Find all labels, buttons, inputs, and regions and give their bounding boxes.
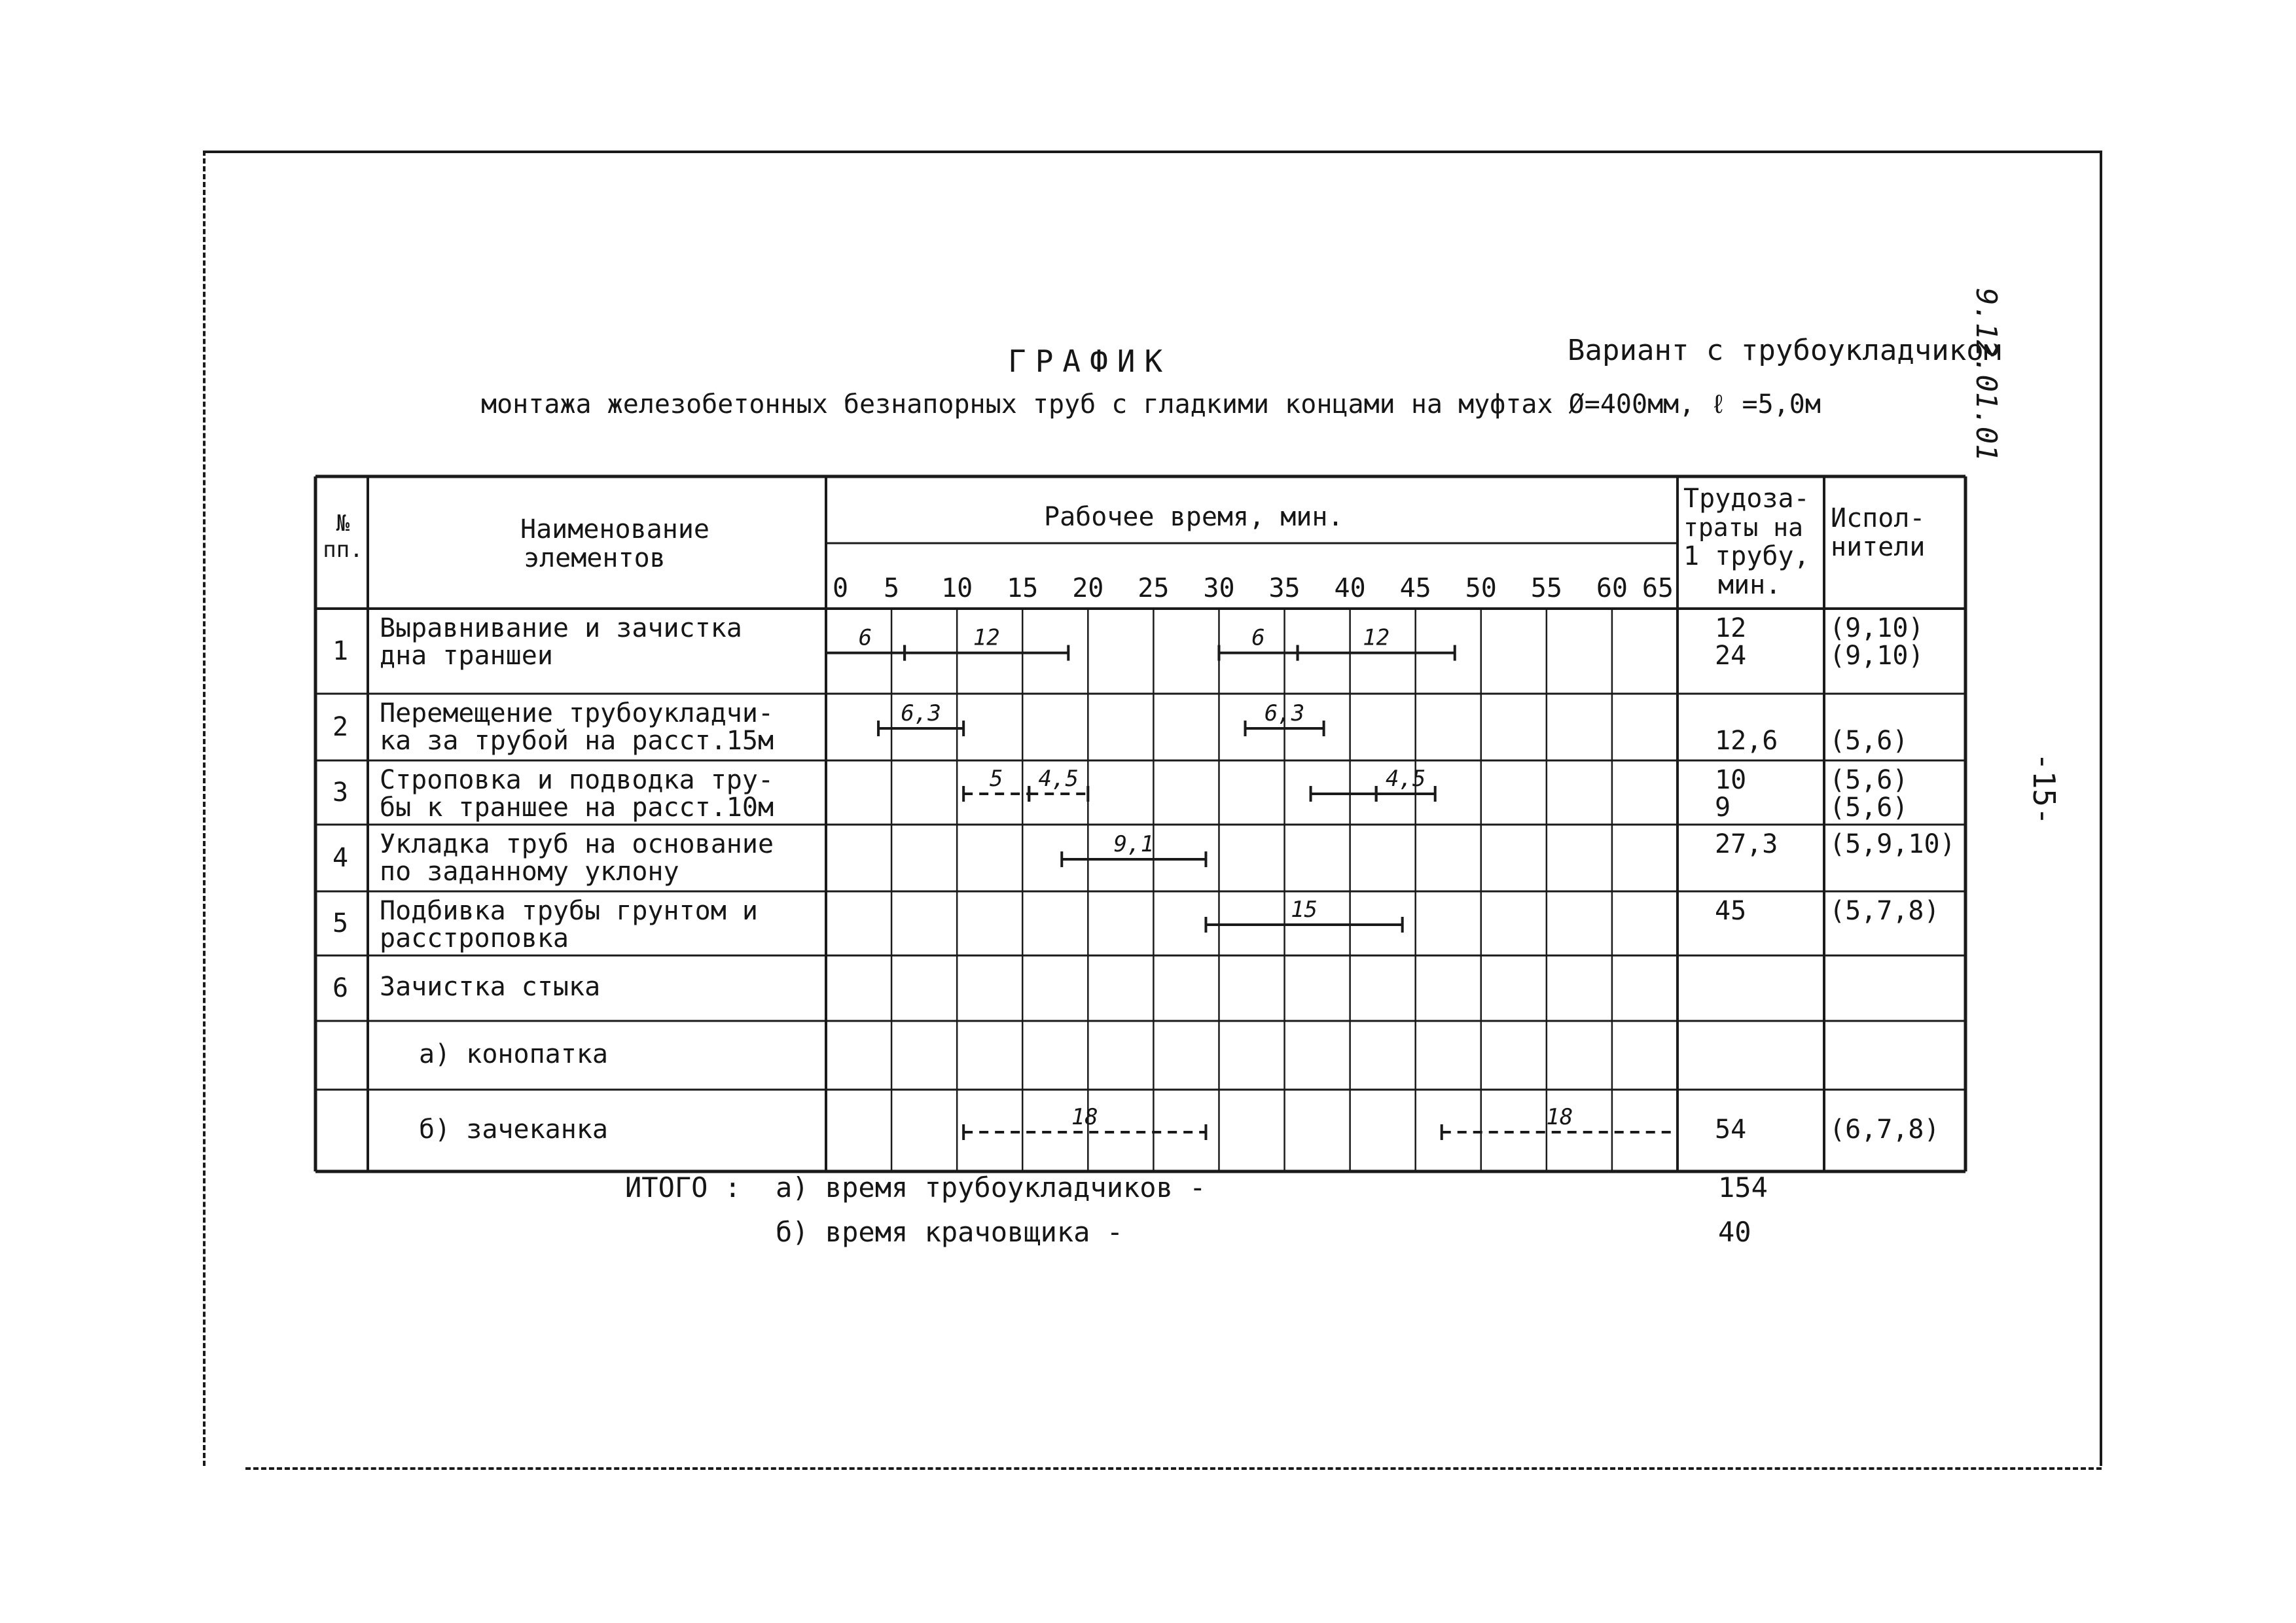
time-tick-label: 5 [884,573,900,603]
summary-line-b: б) время крачовщика - [776,1216,1124,1248]
row-name-line2: расстроповка [380,923,569,954]
gantt-bar-label: 6 [1251,624,1265,651]
time-tick-label: 15 [1007,573,1039,603]
gantt-bar-label: 5 [989,765,1003,792]
row-labor: 27,3 [1715,829,1778,859]
row-labor: 45 [1715,896,1747,926]
row-name: б) зачеканка [419,1114,608,1145]
col-header-workers-line2: нители [1831,532,1926,562]
row-workers: (9,10) [1829,641,1924,671]
row-number: 2 [332,712,349,742]
gantt-bar-label: 15 [1291,896,1318,923]
row-name-line1: Перемещение трубоукладчи- [380,698,774,728]
col-header-time: Рабочее время, мин. [1044,502,1344,532]
row-name: а) конопатка [419,1039,608,1069]
row-name-line1: Выравнивание и зачистка [380,613,742,643]
col-header-workers-line1: Испол- [1831,503,1926,533]
col-header-num: № пп. [323,510,363,563]
time-tick-label: 45 [1399,573,1431,603]
summary-itogo: ИТОГО : [625,1171,742,1204]
row-name-line2: дна траншеи [380,641,553,671]
gantt-bar-label: 9,1 [1113,831,1155,858]
gantt-bar-label: 12 [973,624,1000,651]
row-workers: (5,9,10) [1829,829,1956,859]
document-subtitle: монтажа железобетонных безнапорных труб с гладкими концами на муфтах Ø=400мм, ℓ =5,0м [481,389,1821,419]
gantt-bar-label: 4,5 [1385,765,1426,792]
side-document-code: 9.12.01.01 [1969,288,2003,461]
row-labor: 10 [1715,765,1747,795]
col-header-name-line2: элементов [524,543,666,573]
variant-label: Вариант с трубоукладчиком [1568,334,2001,367]
row-workers: (5,6) [1829,765,1909,795]
col-header-labor-line1: Трудоза- [1683,484,1810,514]
summary-value-a: 154 [1718,1171,1768,1204]
row-name-line2: ка за трубой на расст.15м [380,726,774,756]
time-tick-label: 25 [1138,573,1170,603]
row-workers: (6,7,8) [1829,1114,1940,1145]
time-tick-label: 40 [1334,573,1366,603]
row-name-line1: Укладка труб на основание [380,829,774,859]
col-header-labor-line4: мин. [1718,570,1782,600]
gantt-bar-label: 4,5 [1038,765,1079,792]
time-tick-label: 55 [1530,573,1562,603]
gantt-bar-label: 6,3 [901,700,941,727]
time-tick-label: 60 [1596,573,1628,603]
row-workers: (5,7,8) [1829,896,1940,926]
row-number: 4 [332,843,349,873]
row-workers: (5,6) [1829,726,1909,756]
time-tick-label: 30 [1203,573,1235,603]
row-number: 1 [332,636,349,666]
page-number: -15- [2026,753,2062,825]
time-tick-label: 10 [941,573,973,603]
time-tick-label: 20 [1072,573,1104,603]
row-labor: 24 [1715,641,1747,671]
row-workers: (9,10) [1829,613,1924,643]
gantt-bar-label: 12 [1363,624,1390,651]
gantt-bar-label: 6,3 [1264,700,1305,727]
row-number: 5 [332,908,349,938]
row-labor: 12,6 [1715,726,1778,756]
row-name-line1: Подбивка трубы грунтом и [380,896,758,926]
gantt-bar-label: 6 [858,624,872,651]
time-tick-label: 35 [1268,573,1300,603]
time-tick-label: 65 [1641,573,1674,603]
time-tick-label: 50 [1465,573,1497,603]
document-title: ГРАФИК [1008,344,1172,379]
col-header-labor-line2: траты на [1683,513,1804,542]
summary-line-a: а) время трубоукладчиков - [776,1171,1206,1204]
gantt-bar-label: 18 [1546,1104,1573,1130]
row-labor: 12 [1715,613,1747,643]
row-name-line2: по заданному уклону [380,857,679,887]
time-tick-label: 0 [832,573,849,603]
row-name-line1: Строповка и подводка тру- [380,765,774,795]
row-workers: (5,6) [1829,793,1909,823]
row-labor: 54 [1715,1114,1747,1145]
row-number: 6 [332,973,349,1003]
row-name-line2: бы к траншее на расст.10м [380,793,774,823]
row-labor: 9 [1715,793,1731,823]
summary-value-b: 40 [1718,1216,1751,1248]
col-header-labor-line3: 1 трубу, [1683,541,1810,571]
row-number: 3 [332,777,349,808]
col-header-name-line1: Наименование [520,514,709,544]
row-name: Зачистка стыка [380,972,601,1002]
gantt-bar-label: 18 [1071,1104,1098,1130]
